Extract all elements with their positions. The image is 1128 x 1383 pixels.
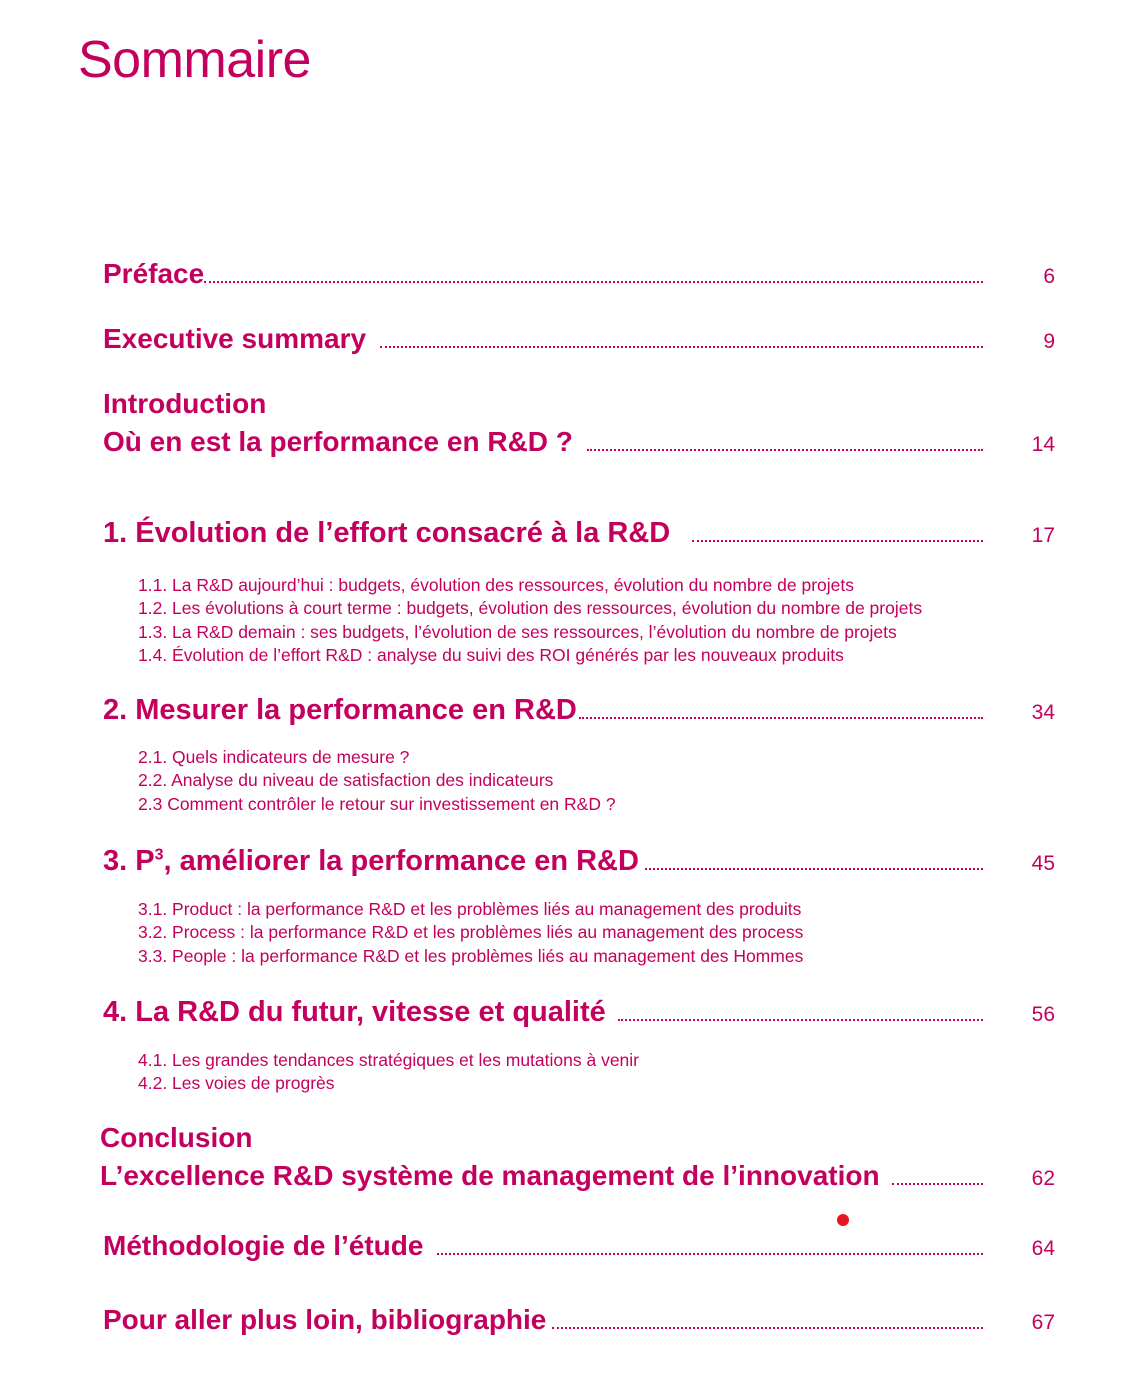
dot-leader	[587, 441, 983, 451]
page-title: Sommaire	[78, 31, 311, 89]
dot-leader	[579, 709, 983, 719]
toc-subentry[interactable]: 1.3. La R&D demain : ses budgets, l’évolution de ses ressources, l’évolution du nombre de projets	[138, 621, 897, 642]
toc-subentry[interactable]: 2.1. Quels indicateurs de mesure ?	[138, 747, 410, 767]
toc-entry-chapter-1[interactable]	[103, 517, 1055, 550]
toc-page-number: 64	[1031, 1237, 1055, 1260]
toc-page-number: 6	[1043, 265, 1055, 288]
subsection-list-2	[138, 746, 616, 816]
toc-subentry[interactable]: 3.2. Process : la performance R&D et les problèmes liés au management des process	[138, 922, 804, 943]
dot-leader	[437, 1245, 983, 1255]
toc-entry-bibliographie[interactable]	[103, 1304, 1055, 1336]
subsection-list-1	[138, 574, 922, 667]
toc-subentry[interactable]: 1.4. Évolution de l’effort R&D : analyse du suivi des ROI générés par les nouveaux produits	[138, 644, 844, 665]
toc-entry-label: 4. La R&D du futur, vitesse et qualité	[103, 996, 606, 1028]
dot-leader	[552, 1319, 983, 1329]
dot-leader	[204, 273, 983, 283]
toc-entry-label: 1. Évolution de l’effort consacré à la R&D	[103, 517, 671, 549]
toc-page-number: 62	[1031, 1167, 1055, 1190]
dot-leader	[380, 338, 983, 348]
toc-page-number: 67	[1031, 1311, 1055, 1334]
toc-subentry[interactable]: 2.3 Comment contrôler le retour sur investissement en R&D ?	[138, 793, 616, 814]
marker-dot	[837, 1214, 849, 1226]
dot-leader	[892, 1175, 983, 1185]
toc-entry-label: 3. $P^3$, améliorer la performance en R&D	[103, 845, 639, 877]
dot-leader	[645, 860, 983, 870]
subsection-list-3	[138, 898, 803, 968]
toc-entry-heading: Introduction	[103, 388, 267, 419]
toc-entry-label: Pour aller plus loin, bibliographie	[103, 1304, 547, 1335]
toc-subentry[interactable]: 1.2. Les évolutions à court terme : budgets, évolution des ressources, évolution du nombre de projets	[138, 598, 923, 619]
toc-page-number: 34	[1031, 701, 1055, 724]
toc-entry-conclusion[interactable]	[100, 1122, 1055, 1192]
toc-page-number: 56	[1031, 1003, 1055, 1026]
toc-entry-chapter-4[interactable]	[103, 996, 1055, 1029]
toc-page-number: 9	[1043, 330, 1055, 353]
toc-subentry[interactable]: 4.2. Les voies de progrès	[138, 1073, 335, 1094]
toc-entry-label: Préface	[103, 258, 205, 289]
toc-entry-preface[interactable]	[103, 258, 1055, 290]
dot-leader	[692, 532, 983, 542]
toc-entry-label: Méthodologie de l’étude	[103, 1230, 424, 1261]
toc-entry-label: 2. Mesurer la performance en R&D	[103, 694, 577, 726]
toc-entry-label: L’excellence R&D système de management de l’innovation	[100, 1160, 880, 1191]
toc-entry-label: Executive summary	[103, 323, 367, 354]
toc-entry-methodologie[interactable]	[103, 1230, 1055, 1262]
toc-page-number: 45	[1031, 852, 1055, 875]
toc-entry-label: Où en est la performance en R&D ?	[103, 426, 573, 457]
subsection-list-4	[138, 1049, 639, 1096]
toc-subentry[interactable]: 1.1. La R&D aujourd’hui : budgets, évolution des ressources, évolution du nombre de projets	[138, 575, 854, 595]
toc-subentry[interactable]: 3.3. People : la performance R&D et les problèmes liés au management des Hommes	[138, 945, 804, 966]
dot-leader	[618, 1011, 983, 1021]
toc-page-number: 14	[1031, 433, 1055, 456]
toc-page-number: 17	[1031, 524, 1055, 547]
toc-entry-chapter-3[interactable]	[103, 845, 1055, 878]
toc-subentry[interactable]: 2.2. Analyse du niveau de satisfaction des indicateurs	[138, 770, 554, 791]
toc-entry-heading: Conclusion	[100, 1122, 253, 1153]
toc-entry-introduction[interactable]	[103, 388, 1055, 458]
toc-subentry[interactable]: 3.1. Product : la performance R&D et les problèmes liés au management des produits	[138, 899, 802, 919]
toc-entry-executive-summary[interactable]	[103, 323, 1055, 355]
toc-entry-chapter-2[interactable]	[103, 694, 1055, 727]
toc-subentry[interactable]: 4.1. Les grandes tendances stratégiques et les mutations à venir	[138, 1050, 639, 1070]
